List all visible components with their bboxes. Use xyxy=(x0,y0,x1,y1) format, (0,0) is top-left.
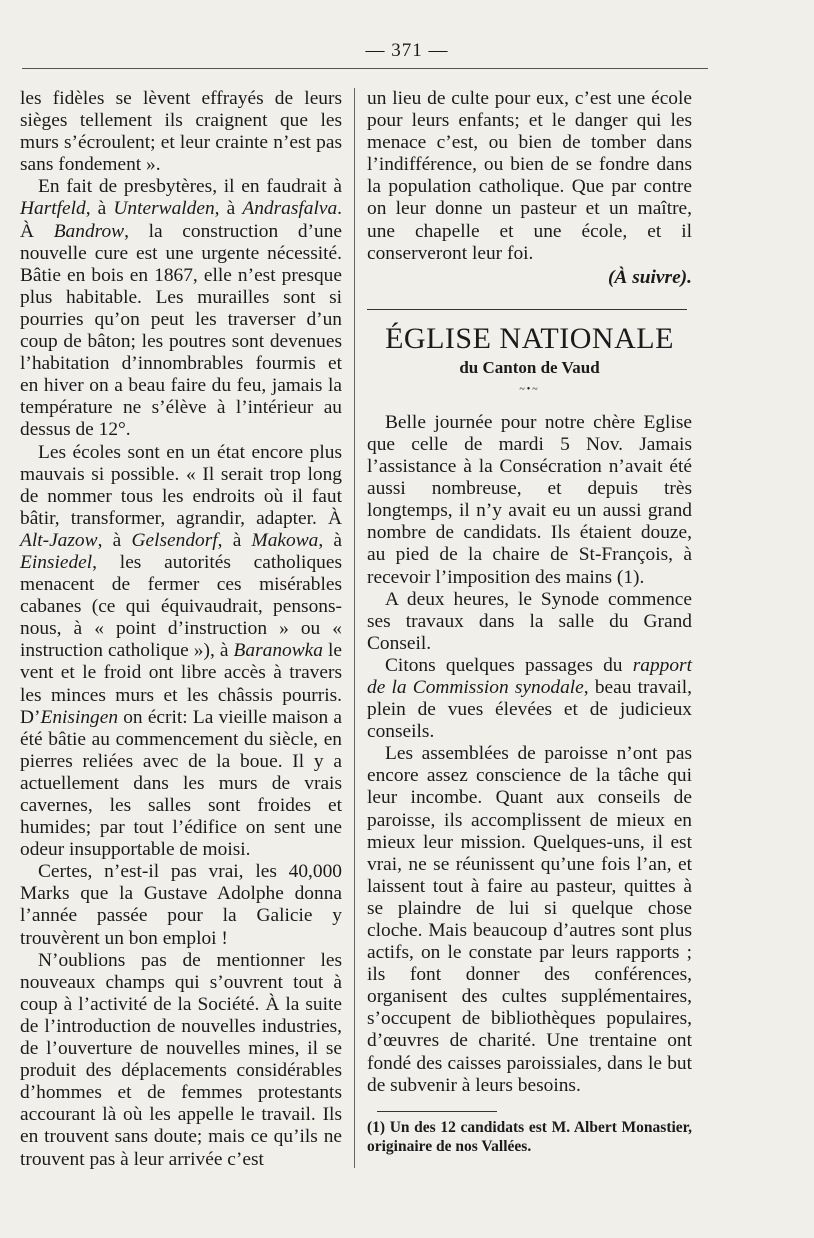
footnote: (1) Un des 12 candidats est M. Albert Monastier, originaire de nos Vallées. xyxy=(367,1118,692,1155)
text-run: En fait de presbytères, il en faudrait à xyxy=(38,176,342,198)
section-subtitle: du Canton de Vaud xyxy=(459,357,600,377)
italic-text: rapport de la Commission synodale xyxy=(367,654,692,698)
italic-text: Enisingen xyxy=(40,706,119,728)
paragraph xyxy=(367,655,692,743)
text-run: N’oublions pas de mentionner les nouveaux champs qui s’ouvrent tout à coup à l’activité de la Société. À la suite de l’introduction de nouvelles industries, de l’ouverture de nouvelles mines, il se produit des déplacements considérables d’hommes et de femmes protestants accourant là où les appelle le travail. Ils en trouvent sans doute; mais ce qu’ils ne trouvent pas à leur arrivée c’est xyxy=(20,949,342,1170)
text-run: , la construction d’une nouvelle cure est une urgente nécessité. Bâtie en bois en 1867, elle n’est presque plus habitable. Les murailles sont si pourries qu’on peut les traverser d’un coup de bâton; les poutres sont devenues l’habitation d’innombrables fourmis et en hiver on a beau faire du feu, jamais la température ne s’élève à l’intérieur au dessus de 12°. xyxy=(20,220,343,441)
text-run: les fidèles se lèvent effrayés de leurs sièges tellement ils craignent que les murs s’écroulent; et leur crainte n’est pas sans fondement ». xyxy=(20,88,342,176)
text-run: , à xyxy=(318,529,343,551)
text-run: Les assemblées de paroisse n’ont pas encore assez conscience de la tâche qui leur incombe. Quant aux conseils de paroisse, ils accomplissent de mieux en mieux leur mission. Quelques-uns, il est vrai, ne se réunissent qu’une fois l’an, et laissent tout à faire au pasteur, quittes à se plaindre de lui si quelque chose cloche. Mais beaucoup d’autres sont plus actifs, on le constate par leurs rapports ; ils font donner des conférences, organisent des cultes supplémentaires, s’occupent de bibliothèques populaires, d’œuvres de charité. Une trentaine ont fondé des caisses paroissiales, dans le but de subvenir à leurs besoins. xyxy=(367,743,692,1096)
italic-text: Gelsendorf xyxy=(131,529,218,551)
continuation-paragraph: un lieu de culte pour eux, c’est une école pour leurs enfants; et le danger qui les menace c’est, ou bien de tomber dans l’indifférence, ou bien de se fondre dans la population catholique. Que par contre on leur donne un pasteur et un maître, une chapelle et une école, et il conserveront leur foi. xyxy=(367,88,692,264)
right-column xyxy=(367,88,692,1156)
page-number: — 371 — xyxy=(365,40,449,61)
text-run: on écrit: La vieille maison a été bâtie au commencement du siècle, en pierres reliées avec de la boue. Il y a actuellement dans les murs de vrais cavernes, les salles sont froides et humides; par tout l’édifice on sent une odeur insupportable de moisi. xyxy=(20,706,342,861)
text-run: . À xyxy=(20,198,343,242)
italic-text: Unterwalden xyxy=(113,198,215,220)
text-run: , beau travail, plein de vues élevées et de judicieux conseils. xyxy=(367,676,692,743)
italic-text: Makowa xyxy=(251,529,319,551)
text-run: , les autorités catholiques menacent de fermer ces misérables cabanes (ce qui équivaudrait, pensons-nous, à « point d’instruction » ou « instruction catholique »), à xyxy=(20,551,342,662)
left-column xyxy=(20,88,342,1171)
paragraph xyxy=(367,589,692,655)
text-run: , à xyxy=(85,198,114,220)
text-run: le vent et le froid ont libre accès à travers les minces murs et les châssis pourris. D’ xyxy=(20,640,343,728)
text-run: , à xyxy=(217,529,252,551)
text-run: , à xyxy=(214,198,243,220)
ornament: ~•~ xyxy=(519,383,540,395)
top-rule xyxy=(22,68,708,69)
column-divider xyxy=(354,88,355,1168)
article-body xyxy=(367,412,692,1097)
italic-text: Andrasfalva xyxy=(242,198,338,220)
italic-text: Bandrow xyxy=(53,220,125,242)
to-be-continued: (À suivre). xyxy=(607,266,692,288)
italic-text: Alt-Jazow xyxy=(20,529,98,551)
text-run: Certes, n’est-il pas vrai, les 40,000 Marks que la Gustave Adolphe donna l’année passée pour la Galicie y trouvèrent un bon emploi ! xyxy=(20,861,342,949)
paragraph xyxy=(20,442,342,862)
italic-text: Baranowka xyxy=(233,640,323,662)
paragraph xyxy=(20,176,342,441)
paragraph xyxy=(367,743,692,1097)
footnote-rule xyxy=(377,1111,497,1112)
section-separator xyxy=(367,309,687,310)
paragraph xyxy=(367,412,692,589)
text-run: Belle journée pour notre chère Eglise que celle de mardi 5 Nov. Jamais l’assistance à la Consécration n’avait été aussi nombreuse, et depuis très longtemps, il n’y avait eu un aussi grand nombre de candidats. Ils étaient douze, au pied de la chaire de St-François, à recevoir l’imposition des mains (1). xyxy=(367,411,692,588)
text-run: A deux heures, le Synode commence ses travaux dans la salle du Grand Conseil. xyxy=(367,588,692,654)
italic-text: Einsiedel xyxy=(20,551,93,573)
section-title: ÉGLISE NATIONALE xyxy=(385,321,674,355)
paragraph xyxy=(20,861,342,949)
italic-text: Hartfeld xyxy=(20,198,86,220)
paragraph xyxy=(20,88,342,176)
text-run: Citons quelques passages du xyxy=(385,654,633,676)
text-run: Les écoles sont en un état encore plus mauvais si possible. « Il serait trop long de nommer tous les endroits où il faut bâtir, transformer, agrandir, adapter. À xyxy=(20,441,342,529)
text-run: , à xyxy=(97,529,132,551)
paragraph xyxy=(20,950,342,1171)
